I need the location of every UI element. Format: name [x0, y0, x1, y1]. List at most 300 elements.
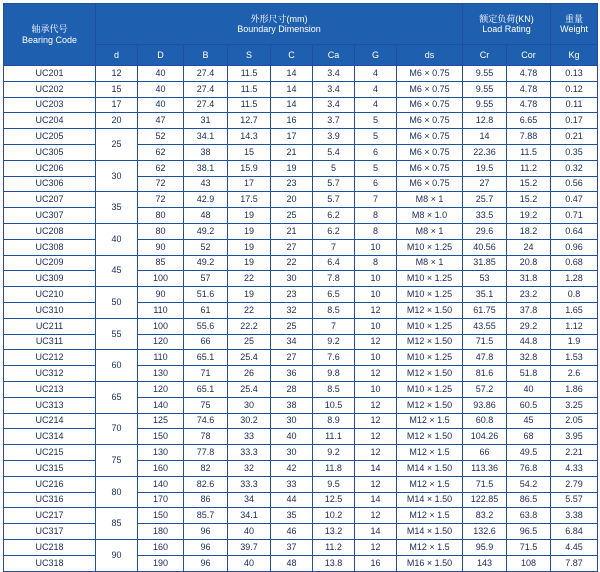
cell-s: 19: [228, 239, 271, 255]
cell-cr: 19.5: [463, 160, 507, 176]
cell-g: 10: [355, 239, 397, 255]
table-row: [4, 492, 598, 508]
cell-b: 49.2: [184, 223, 228, 239]
cell-c: 14: [271, 81, 313, 97]
table-row: [4, 113, 598, 129]
cell-ca: 12.5: [313, 492, 355, 508]
cell-cor: 76.8: [507, 460, 551, 476]
cell-cor: 24: [507, 239, 551, 255]
cell-s: 15: [228, 144, 271, 160]
cell-kg: 1.28: [551, 271, 598, 287]
cell-g: 12: [355, 476, 397, 492]
cell-g: 12: [355, 397, 397, 413]
bearing-code-cell: UC203: [4, 97, 96, 113]
cell-ca: 7: [313, 318, 355, 334]
column-header-S: S: [228, 45, 271, 66]
cell-b: 52: [184, 239, 228, 255]
cell-ca: 6.5: [313, 287, 355, 303]
bearing-code-cell: UC311: [4, 334, 96, 350]
cell-d: 150: [138, 508, 184, 524]
cell-g: 6: [355, 176, 397, 192]
cell-b: 71: [184, 366, 228, 382]
cell-ds: M14 × 1.50: [397, 524, 463, 540]
cell-ca: 3.9: [313, 129, 355, 145]
cell-cor: 44.8: [507, 334, 551, 350]
cell-ds: M12 × 1.50: [397, 397, 463, 413]
cell-c: 14: [271, 66, 313, 82]
cell-cor: 108: [507, 555, 551, 571]
bearing-code-header-en: Bearing Code: [21, 34, 78, 45]
cell-c: 46: [271, 524, 313, 540]
cell-cr: 47.8: [463, 350, 507, 366]
cell-ds: M6 × 0.75: [397, 113, 463, 129]
cell-cor: 18.2: [507, 223, 551, 239]
cell-s: 34.1: [228, 508, 271, 524]
bore-diameter-cell: 55: [96, 318, 138, 350]
bore-diameter-cell: 15: [96, 81, 138, 97]
bearing-code-cell: UC211: [4, 318, 96, 334]
cell-ds: M6 × 0.75: [397, 144, 463, 160]
cell-cor: 51.8: [507, 366, 551, 382]
cell-kg: 0.68: [551, 255, 598, 271]
cell-s: 19: [228, 255, 271, 271]
cell-g: 12: [355, 445, 397, 461]
cell-b: 82.6: [184, 476, 228, 492]
bearing-code-cell: UC307: [4, 208, 96, 224]
table-row: [4, 144, 598, 160]
cell-ds: M10 × 1.25: [397, 239, 463, 255]
table-row: [4, 66, 598, 82]
table-row: [4, 287, 598, 303]
cell-s: 32: [228, 460, 271, 476]
bore-diameter-cell: 30: [96, 160, 138, 192]
table-row: [4, 555, 598, 571]
cell-g: 12: [355, 366, 397, 382]
cell-c: 33: [271, 476, 313, 492]
cell-g: 10: [355, 381, 397, 397]
bore-diameter-cell: 35: [96, 192, 138, 224]
cell-cor: 11.5: [507, 144, 551, 160]
cell-cr: 61.75: [463, 302, 507, 318]
cell-d: 40: [138, 81, 184, 97]
cell-ca: 3.4: [313, 66, 355, 82]
cell-ca: 8.5: [313, 302, 355, 318]
cell-s: 22.2: [228, 318, 271, 334]
cell-d: 90: [138, 239, 184, 255]
cell-s: 11.5: [228, 97, 271, 113]
cell-b: 86: [184, 492, 228, 508]
cell-ds: M6 × 0.75: [397, 66, 463, 82]
cell-kg: 5.57: [551, 492, 598, 508]
cell-cor: 23.2: [507, 287, 551, 303]
table-row: [4, 160, 598, 176]
cell-c: 21: [271, 223, 313, 239]
cell-ds: M10 × 1.25: [397, 287, 463, 303]
cell-g: 10: [355, 350, 397, 366]
cell-cor: 19.2: [507, 208, 551, 224]
cell-g: 8: [355, 223, 397, 239]
cell-d: 40: [138, 97, 184, 113]
cell-s: 33.3: [228, 445, 271, 461]
cell-ds: M12 × 1.50: [397, 366, 463, 382]
cell-d: 100: [138, 271, 184, 287]
cell-d: 190: [138, 555, 184, 571]
cell-kg: 0.13: [551, 66, 598, 82]
cell-ds: M8 × 1.0: [397, 208, 463, 224]
cell-c: 30: [271, 271, 313, 287]
cell-ca: 6.4: [313, 255, 355, 271]
cell-cor: 20.8: [507, 255, 551, 271]
bore-diameter-cell: 75: [96, 445, 138, 477]
cell-kg: 2.05: [551, 413, 598, 429]
cell-kg: 1.53: [551, 350, 598, 366]
cell-cr: 29.6: [463, 223, 507, 239]
cell-s: 30: [228, 397, 271, 413]
cell-kg: 2.21: [551, 445, 598, 461]
cell-ca: 11.1: [313, 429, 355, 445]
cell-b: 48: [184, 208, 228, 224]
cell-d: 40: [138, 66, 184, 82]
cell-ca: 6.2: [313, 223, 355, 239]
cell-ds: M12 × 1.5: [397, 413, 463, 429]
cell-d: 110: [138, 302, 184, 318]
cell-cor: 15.2: [507, 176, 551, 192]
cell-kg: 0.35: [551, 144, 598, 160]
table-row: [4, 508, 598, 524]
cell-ds: M12 × 1.5: [397, 445, 463, 461]
cell-s: 26: [228, 366, 271, 382]
bore-diameter-cell: 25: [96, 129, 138, 161]
cell-ds: M12 × 1.50: [397, 429, 463, 445]
cell-d: 80: [138, 223, 184, 239]
cell-cr: 132.6: [463, 524, 507, 540]
cell-b: 55.6: [184, 318, 228, 334]
cell-b: 77.8: [184, 445, 228, 461]
cell-kg: 1.86: [551, 381, 598, 397]
table-row: [4, 539, 598, 555]
cell-d: 85: [138, 255, 184, 271]
cell-b: 38.1: [184, 160, 228, 176]
cell-s: 19: [228, 223, 271, 239]
bearing-code-cell: UC315: [4, 460, 96, 476]
cell-s: 30.2: [228, 413, 271, 429]
cell-ds: M8 × 1: [397, 255, 463, 271]
cell-kg: 7.87: [551, 555, 598, 571]
cell-g: 8: [355, 255, 397, 271]
cell-cr: 40.56: [463, 239, 507, 255]
cell-g: 4: [355, 81, 397, 97]
bearing-code-cell: UC306: [4, 176, 96, 192]
cell-d: 160: [138, 539, 184, 555]
cell-cr: 31.85: [463, 255, 507, 271]
table-row: [4, 413, 598, 429]
cell-b: 34.1: [184, 129, 228, 145]
cell-b: 57: [184, 271, 228, 287]
cell-c: 48: [271, 555, 313, 571]
bearing-code-cell: UC212: [4, 350, 96, 366]
cell-cr: 71.5: [463, 334, 507, 350]
cell-b: 96: [184, 539, 228, 555]
cell-cor: 86.5: [507, 492, 551, 508]
bearing-code-cell: UC209: [4, 255, 96, 271]
cell-d: 80: [138, 208, 184, 224]
cell-kg: 3.38: [551, 508, 598, 524]
cell-cr: 81.6: [463, 366, 507, 382]
cell-cor: 68: [507, 429, 551, 445]
cell-cr: 22.36: [463, 144, 507, 160]
bearing-code-cell: UC218: [4, 539, 96, 555]
weight-header-en: Weight: [560, 24, 588, 34]
table-row: [4, 97, 598, 113]
boundary-header-en: Boundary Dimension: [237, 24, 321, 34]
cell-cor: 6.65: [507, 113, 551, 129]
cell-d: 150: [138, 429, 184, 445]
table-row: [4, 476, 598, 492]
cell-c: 34: [271, 334, 313, 350]
cell-ca: 10.5: [313, 397, 355, 413]
table-row: [4, 271, 598, 287]
bore-diameter-cell: 70: [96, 413, 138, 445]
cell-ds: M12 × 1.5: [397, 476, 463, 492]
cell-cr: 83.2: [463, 508, 507, 524]
cell-s: 25.4: [228, 381, 271, 397]
cell-d: 125: [138, 413, 184, 429]
cell-g: 16: [355, 555, 397, 571]
cell-s: 22: [228, 271, 271, 287]
bore-diameter-cell: 65: [96, 381, 138, 413]
cell-d: 140: [138, 397, 184, 413]
cell-b: 38: [184, 144, 228, 160]
cell-d: 140: [138, 476, 184, 492]
cell-ca: 11.2: [313, 539, 355, 555]
cell-b: 82: [184, 460, 228, 476]
cell-s: 11.5: [228, 66, 271, 82]
cell-ca: 3.7: [313, 113, 355, 129]
cell-b: 66: [184, 334, 228, 350]
cell-d: 62: [138, 144, 184, 160]
bearing-code-cell: UC201: [4, 66, 96, 82]
cell-ds: M12 × 1.5: [397, 539, 463, 555]
column-header-d: d: [96, 45, 138, 66]
cell-c: 28: [271, 381, 313, 397]
cell-cr: 35.1: [463, 287, 507, 303]
cell-kg: 6.84: [551, 524, 598, 540]
cell-d: 160: [138, 460, 184, 476]
column-header-G: G: [355, 45, 397, 66]
column-header-ds: ds: [397, 45, 463, 66]
cell-c: 16: [271, 113, 313, 129]
table-row: [4, 524, 598, 540]
cell-cr: 95.9: [463, 539, 507, 555]
cell-kg: 0.56: [551, 176, 598, 192]
cell-ca: 9.8: [313, 366, 355, 382]
bearing-code-cell: UC206: [4, 160, 96, 176]
cell-cor: 11.2: [507, 160, 551, 176]
cell-cor: 32.8: [507, 350, 551, 366]
bore-diameter-cell: 90: [96, 539, 138, 571]
cell-g: 7: [355, 192, 397, 208]
cell-kg: 4.45: [551, 539, 598, 555]
bearing-code-cell: UC202: [4, 81, 96, 97]
cell-ca: 10.2: [313, 508, 355, 524]
cell-ds: M6 × 0.75: [397, 160, 463, 176]
cell-s: 40: [228, 555, 271, 571]
cell-g: 4: [355, 66, 397, 82]
cell-b: 75: [184, 397, 228, 413]
cell-kg: 4.33: [551, 460, 598, 476]
table-row: [4, 429, 598, 445]
bearing-code-cell: UC317: [4, 524, 96, 540]
cell-b: 85.7: [184, 508, 228, 524]
cell-cor: 4.78: [507, 81, 551, 97]
cell-g: 5: [355, 113, 397, 129]
table-row: [4, 81, 598, 97]
bearing-code-cell: UC217: [4, 508, 96, 524]
cell-g: 12: [355, 302, 397, 318]
table-row: [4, 255, 598, 271]
cell-cor: 40: [507, 381, 551, 397]
cell-b: 65.1: [184, 350, 228, 366]
cell-d: 52: [138, 129, 184, 145]
column-header-C: C: [271, 45, 313, 66]
cell-cor: 96.5: [507, 524, 551, 540]
bearing-code-cell: UC205: [4, 129, 96, 145]
cell-d: 120: [138, 334, 184, 350]
cell-ds: M10 × 1.25: [397, 318, 463, 334]
cell-cr: 9.55: [463, 97, 507, 113]
cell-kg: 0.96: [551, 239, 598, 255]
cell-b: 42.9: [184, 192, 228, 208]
bearing-code-cell: UC309: [4, 271, 96, 287]
cell-b: 96: [184, 524, 228, 540]
cell-s: 19: [228, 208, 271, 224]
cell-c: 27: [271, 239, 313, 255]
cell-kg: 1.9: [551, 334, 598, 350]
cell-c: 44: [271, 492, 313, 508]
cell-s: 19: [228, 287, 271, 303]
table-row: [4, 381, 598, 397]
cell-kg: 3.95: [551, 429, 598, 445]
cell-cor: 45: [507, 413, 551, 429]
cell-c: 19: [271, 160, 313, 176]
cell-ca: 8.9: [313, 413, 355, 429]
cell-ds: M10 × 1.25: [397, 350, 463, 366]
column-header-Cor: Cor: [507, 45, 551, 66]
cell-cr: 93.86: [463, 397, 507, 413]
cell-cor: 29.2: [507, 318, 551, 334]
cell-kg: 0.8: [551, 287, 598, 303]
cell-kg: 0.64: [551, 223, 598, 239]
table-row: [4, 350, 598, 366]
cell-cr: 9.55: [463, 81, 507, 97]
cell-d: 72: [138, 192, 184, 208]
cell-b: 96: [184, 555, 228, 571]
cell-s: 14.3: [228, 129, 271, 145]
cell-ds: M16 × 1.50: [397, 555, 463, 571]
cell-cor: 4.78: [507, 97, 551, 113]
table-row: [4, 208, 598, 224]
cell-cr: 9.55: [463, 66, 507, 82]
cell-ca: 8.5: [313, 381, 355, 397]
cell-b: 31: [184, 113, 228, 129]
cell-ca: 7: [313, 239, 355, 255]
bore-diameter-cell: 12: [96, 66, 138, 82]
cell-c: 25: [271, 208, 313, 224]
cell-cr: 122.85: [463, 492, 507, 508]
cell-cr: 104.26: [463, 429, 507, 445]
cell-cr: 27: [463, 176, 507, 192]
cell-c: 30: [271, 445, 313, 461]
cell-cr: 60.8: [463, 413, 507, 429]
header-row-top: [4, 4, 598, 45]
cell-s: 40: [228, 524, 271, 540]
cell-g: 4: [355, 97, 397, 113]
cell-s: 17.5: [228, 192, 271, 208]
cell-s: 25: [228, 334, 271, 350]
cell-cor: 37.8: [507, 302, 551, 318]
cell-cor: 7.88: [507, 129, 551, 145]
cell-b: 27.4: [184, 81, 228, 97]
table-row: [4, 239, 598, 255]
cell-g: 12: [355, 539, 397, 555]
cell-b: 49.2: [184, 255, 228, 271]
cell-s: 15.9: [228, 160, 271, 176]
cell-cr: 113.36: [463, 460, 507, 476]
cell-ds: M6 × 0.75: [397, 81, 463, 97]
cell-g: 14: [355, 524, 397, 540]
bearing-spec-table: [3, 3, 598, 572]
cell-c: 32: [271, 302, 313, 318]
cell-cr: 25.7: [463, 192, 507, 208]
bearing-code-cell: UC216: [4, 476, 96, 492]
table-row: [4, 445, 598, 461]
cell-s: 12.7: [228, 113, 271, 129]
cell-b: 51.6: [184, 287, 228, 303]
cell-cor: 15.2: [507, 192, 551, 208]
cell-ca: 13.8: [313, 555, 355, 571]
cell-b: 74.6: [184, 413, 228, 429]
cell-ca: 11.8: [313, 460, 355, 476]
table-row: [4, 318, 598, 334]
cell-ds: M12 × 1.50: [397, 334, 463, 350]
column-header-Kg: Kg: [551, 45, 598, 66]
bore-diameter-cell: 80: [96, 476, 138, 508]
bore-diameter-cell: 20: [96, 113, 138, 129]
cell-kg: 0.71: [551, 208, 598, 224]
cell-ca: 6.2: [313, 208, 355, 224]
cell-g: 10: [355, 271, 397, 287]
bearing-code-cell: UC308: [4, 239, 96, 255]
cell-d: 130: [138, 445, 184, 461]
bearing-code-header: [4, 4, 96, 66]
cell-c: 22: [271, 255, 313, 271]
cell-kg: 0.12: [551, 81, 598, 97]
cell-cr: 57.2: [463, 381, 507, 397]
cell-d: 180: [138, 524, 184, 540]
cell-c: 23: [271, 176, 313, 192]
cell-cor: 4.78: [507, 66, 551, 82]
table-body: [4, 66, 598, 572]
cell-ca: 5.7: [313, 192, 355, 208]
cell-ca: 9.2: [313, 445, 355, 461]
weight-header: [551, 4, 598, 45]
cell-s: 25.4: [228, 350, 271, 366]
cell-ds: M10 × 1.25: [397, 271, 463, 287]
bore-diameter-cell: 60: [96, 350, 138, 382]
bearing-code-cell: UC208: [4, 223, 96, 239]
cell-d: 130: [138, 366, 184, 382]
cell-ds: M6 × 0.75: [397, 176, 463, 192]
